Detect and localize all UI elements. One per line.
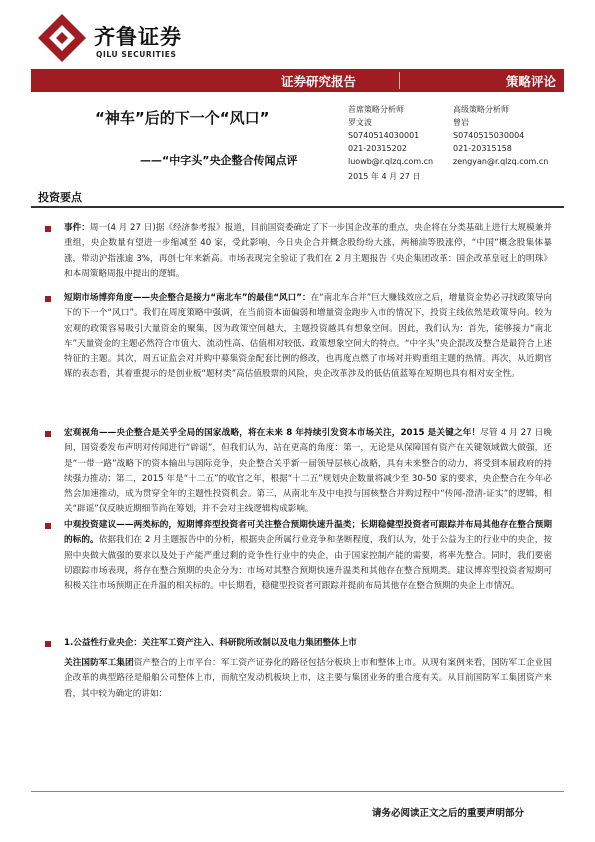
paragraph-lead: 宏观视角——央企整合是关乎全局的国家战略，将在未来 8 年持续引发资本市场关注，2015 是关键之年！	[64, 428, 481, 438]
paragraph-event	[64, 221, 552, 282]
footer-disclaimer: 请务必阅读正文之后的重要声明部分	[372, 808, 525, 819]
bullet-square-icon	[45, 431, 51, 437]
footer-divider	[31, 791, 564, 792]
company-logo	[36, 12, 216, 62]
subsection-heading: 1.公益性行业央企：关注军工资产注入、科研院所改制以及电力集团整体上市	[64, 638, 357, 648]
analyst-role: 高级策略分析师	[453, 105, 509, 114]
report-date: 2015 年 4 月 27 日	[348, 172, 421, 181]
paragraph-text: 尽管 4 月 27 日晚间，国资委发布声明对传闻进行“辟谣”，但我们认为，站在更高的角度：第一，无论是从保障国有资产在关键领域做大做强，还是“一带一路”战略下的资本输出与国际竞争，央企整合关乎新一届领导层核心战略，具有未来整合的动力，将受到本届政府的持续强力推动；第二，2015 年是“十二五”的收官之年，根据“十二五”规划央企数量将减少至 30-50 家的要求，央企整合在今年必然会加速推动，成为贯穿全年的主题性投资机会。第三，从南北车及中电投与国核整合并购过程中“传闻-澄清-证实”的逻辑，相关“辟谣”仅反映近期细节尚在筹划，并不会对主线逻辑构成影响。	[64, 428, 552, 515]
report-category: 证券研究报告	[281, 74, 357, 89]
analyst-email[interactable]: luowb@r.qlzq.com.cn	[348, 157, 434, 166]
analyst-card	[348, 103, 433, 168]
bullet-square-icon	[45, 226, 51, 232]
header-banner	[31, 69, 564, 92]
bullet-square-icon	[45, 523, 51, 529]
analyst-card	[453, 103, 548, 168]
bullet-square-icon	[45, 641, 51, 647]
paragraph-text: 周一(4 月 27 日)据《经济参考报》报道，目前国资委确定了下一步国企改革的重点，央企将在分类基础上进行大规模兼并重组，央企数量有望进一步缩减至 40 家，受此影响，今日央企合并概念股纷纷大涨，两桶油等股涨停，“中国”概念股集体暴涨，带动沪指涨逾 3%，再创七年来新高。市场表现完全验证了我们在 2 月主题报告《央企集团改革：国企改革皇冠上的明珠》和本周策略周报中提出的逻辑。	[64, 223, 552, 279]
analyst-role: 首席策略分析师	[348, 105, 404, 114]
paragraph-text: 依据我们在 2 月主题报告中的分析，根据央企所属行业竞争和垄断程度，我们认为，处于公益为主的行业中的央企，按照中央做大做强的要求以及处于产能严重过剩的竞争性行业中的央企，由于国家控制产能的需要，将率先整合。同时，我们要密切跟踪市场表现，将存在整合预期的央企分为：市场对其整合预期快速升温类和其他存在整合预期类。建议博弈型投资者短期可积极关注市场预期正在升温的相关标的。中长期看，稳健型投资者可跟踪并提前布局其他存在整合预期的央企上市情况。	[64, 535, 552, 592]
analyst-email[interactable]: zengyan@r.qlzq.com.cn	[453, 157, 549, 166]
paragraph-lead: 中观投资建议——两类标的，短期博弈型投资者可关注整合预期快速升温类；长期稳健型投资者可跟踪并布局其他存在整合预期的标的。	[64, 520, 552, 546]
paragraph-meso	[64, 518, 552, 594]
paragraph-text: 资产整合的上市平台：军工资产证券化的路径包括分板块上市和整体上市。从现有案例来看，国防军工企业国企改革的典型路径是船舶公司整体上市，而航空发动机板块上市，这主要与集团业务的重合度有关。从目前国防军工集团资产来看，其中较为确定的讲如：	[64, 658, 552, 699]
analyst-phone: 021-20315158	[453, 144, 512, 153]
section-heading: 投资要点	[38, 191, 82, 204]
paragraph-lead: 事件：	[64, 223, 90, 233]
qilu-logo-icon	[36, 12, 88, 62]
section-divider	[31, 206, 564, 208]
analyst-license: S0740515030004	[453, 131, 525, 140]
report-subtitle: ——“中字头”央企整合传闻点评	[140, 154, 298, 167]
analyst-name: 罗文波	[348, 118, 372, 127]
paragraph-macro	[64, 426, 552, 518]
analyst-license: S0740514030001	[348, 131, 420, 140]
company-name-cn: 齐鲁证券	[94, 25, 182, 49]
analyst-name: 曾岩	[453, 118, 469, 127]
paragraph-text: 在“南北车合并”巨大赚钱效应之后，增量资金势必寻找政策导向下的下一个“风口”。我们在周度策略中强调，在当前资本面偏弱和增量资金跑步入市的情况下，投资主线依然是政策导向。较为宏观的政策容易吸引大量资金的聚集，因为政策空间越大，主题投资越具有想象空间。因此，我们认为：首先，能够接力“南北车”天量资金的主题必然符合市值大、流动性高、估值相对较低、政策想象空间大的特点。“中字头”央企混改及整合是最符合上述特征的主题。其次，周五证监会对并购中募集资金配套比例的修改，也再度点燃了市场对并购重组主题的热情。再次，从近期官媒的表态看，其着重提示的是创业板“题材类”高估值股票的风险，央企改革涉及的低估值蓝筹在短期也具有相对安全性。	[64, 293, 553, 380]
banner-divider	[399, 72, 400, 89]
paragraph-short-term	[64, 291, 552, 383]
company-name-en: QILU SECURITIES	[96, 50, 177, 59]
paragraph-lead: 关注国防军工集团	[64, 658, 134, 668]
report-type: 策略评论	[506, 74, 557, 89]
report-title: “神车”后的下一个“风口”	[95, 109, 270, 127]
bullet-square-icon	[45, 296, 51, 302]
paragraph-defense	[64, 656, 552, 702]
analyst-phone: 021-20315202	[348, 144, 407, 153]
paragraph-lead: 短期市场博弈角度——央企整合是接力“南北车”的最佳“风口”：	[64, 293, 311, 303]
